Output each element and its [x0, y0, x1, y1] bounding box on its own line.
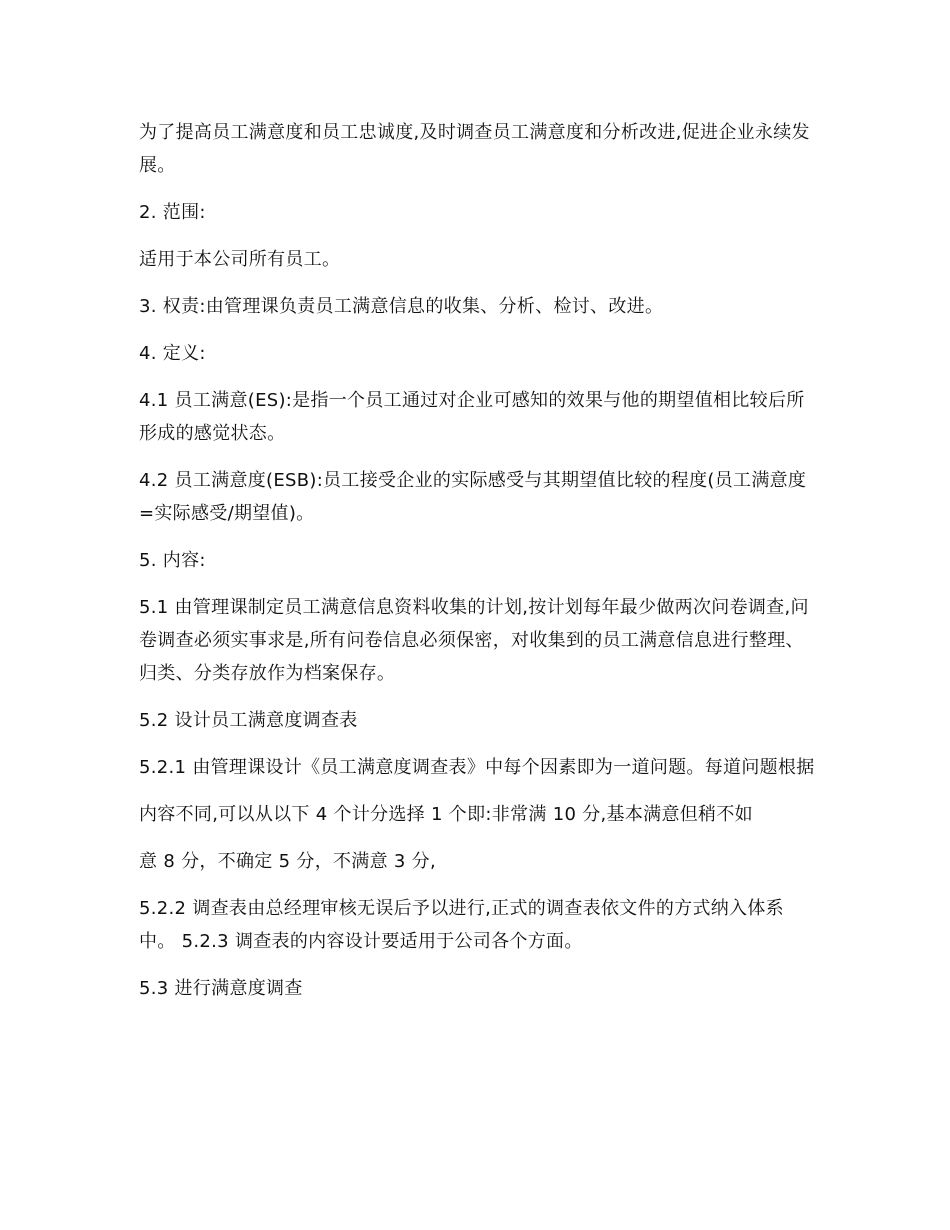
paragraph-scoring: 内容不同,可以从以下 4 个计分选择 1 个即:非常满 10 分,基本满意但稍不如	[139, 804, 753, 825]
paragraph-5-1: 5.1 由管理课制定员工满意信息资料收集的计划,按计划每年最少做两次问卷调查,问卷调查必须实事求是,所有问卷信息必须保密，对收集到的员工满意信息进行整理、归类、分类存放作为档案保存。	[139, 597, 809, 684]
paragraph-responsibility: 3. 权责:由管理课负责员工满意信息的收集、分析、检讨、改进。	[139, 296, 664, 317]
paragraph-5-2-2: 5.2.2 调查表由总经理审核无误后予以进行,正式的调查表依文件的方式纳入体系中。 5.2.3 调查表的内容设计要适用于公司各个方面。	[139, 898, 784, 952]
heading-scope: 2. 范围:	[139, 202, 206, 223]
heading-5-2: 5.2 设计员工满意度调查表	[139, 710, 358, 731]
heading-content: 5. 内容:	[139, 550, 206, 571]
paragraph-scoring-continued: 意 8 分，不确定 5 分，不满意 3 分,	[139, 851, 437, 872]
paragraph-definition-esb: 4.2 员工满意度(ESB):员工接受企业的实际感受与其期望值比较的程度(员工满意度=实际感受/期望值)。	[139, 470, 807, 524]
paragraph-purpose: 为了提高员工满意度和员工忠诚度,及时调查员工满意度和分析改进,促进企业永续发展。	[139, 122, 810, 176]
paragraph-5-2-1: 5.2.1 由管理课设计《员工满意度调查表》中每个因素即为一道问题。每道问题根据	[139, 757, 815, 778]
paragraph-definition-es: 4.1 员工满意(ES):是指一个员工通过对企业可感知的效果与他的期望值相比较后所形成的感觉状态。	[139, 390, 805, 444]
paragraph-scope: 适用于本公司所有员工。	[139, 249, 341, 270]
document-body	[139, 116, 815, 1019]
heading-5-3: 5.3 进行满意度调查	[139, 978, 303, 999]
heading-definitions: 4. 定义:	[139, 343, 206, 364]
